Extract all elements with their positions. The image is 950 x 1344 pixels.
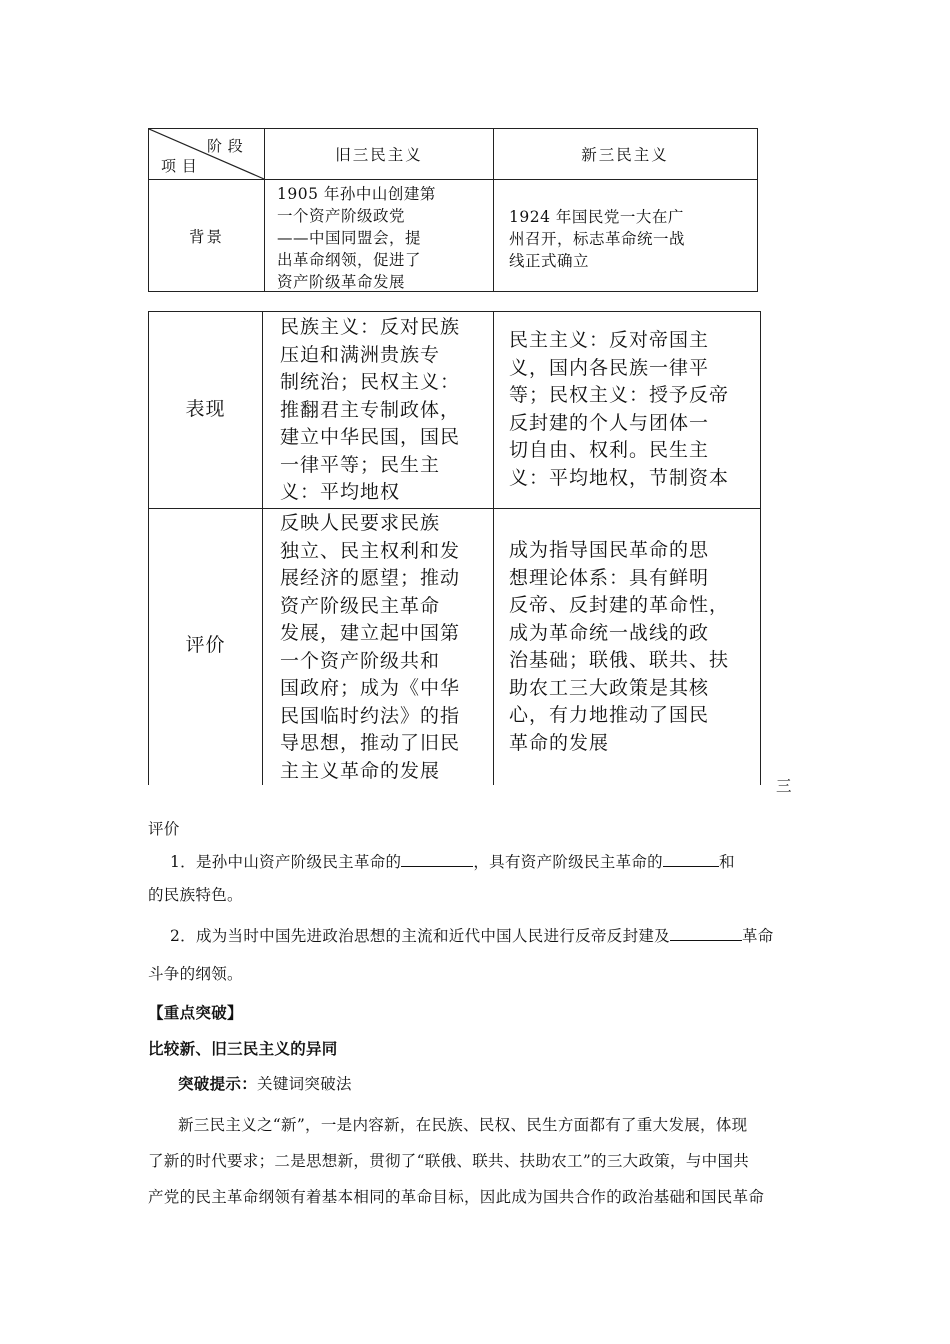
section-number: 三 (776, 777, 792, 795)
section-title: 评价 (148, 820, 180, 838)
answer-blank[interactable] (670, 925, 742, 941)
evaluation-new-text: 成为指导国民革命的思 想理论体系：具有鲜明 反帝、反封建的革命性， 成为革命统一战线的政 治基础；联俄、联共、扶 助农工三大政策是其核 心，有力地推动了国民 革命的发展 (509, 539, 730, 754)
question-2-line2: 斗争的纲领。 (148, 965, 243, 983)
row-label-background: 背景 (188, 228, 224, 246)
performance-old-text: 民族主义：反对民族 压迫和满洲贵族专 制统治；民权主义： 推翻君主专制政体， 建立中华民国，国民 一律平等；民生主 义：平均地权 (280, 316, 461, 503)
evaluation-old-text: 反映人民要求民族 独立、民主权利和发 展经济的愿望；推动 资产阶级民主革命 发展，建立起中国第 一个资产阶级共和 国政府；成为《中华 民国临时约法》的指 导思想，推动了旧民 主主义革命的发展 (280, 512, 461, 782)
row-label-performance: 表现 (185, 398, 226, 420)
key-points-heading: 【重点突破】 (148, 1004, 243, 1022)
question-1-line2: 的民族特色。 (148, 886, 243, 904)
comparison-heading: 比较新、旧三民主义的异同 (148, 1040, 338, 1058)
explanation-paragraph: 新三民主义之“新”，一是内容新，在民族、民权、民生方面都有了重大发展，体现 了新的时代要求；二是思想新，贯彻了“联俄、联共、扶助农工”的三大政策，与中国共 产党的民主革命纲领有着基本相同的革命目标，因此成为国共合作的政治基础和国民革命 (148, 1116, 765, 1206)
tip-line: 突破提示：关键词突破法 (178, 1075, 352, 1093)
comparison-table-top (148, 128, 758, 292)
question-1: 1．是孙中山资产阶级民主革命的 ，具有资产阶级民主革命的 和 (170, 853, 735, 871)
background-old-text: 1905 年孙中山创建第 一个资产阶级政党 ——中国同盟会，提 出革命纲领，促进了 资产阶级革命发展 (277, 185, 436, 291)
comparison-table-bottom (148, 311, 761, 785)
performance-new-text: 民主主义：反对帝国主 义，国内各民族一律平 等；民权主义：授予反帝 反封建的个人与团体一 切自由、权利。民生主 义：平均地权，节制资本 (509, 329, 730, 489)
answer-blank[interactable] (401, 851, 473, 867)
header-stage-label: 阶 段 (207, 137, 244, 155)
background-new-text: 1924 年国民党一大在广 州召开，标志革命统一战 线正式确立 (509, 208, 686, 270)
answer-blank[interactable] (663, 851, 719, 867)
header-item-label: 项 目 (161, 157, 198, 175)
question-2: 2．成为当时中国先进政治思想的主流和近代中国人民进行反帝反封建及 革命 (170, 927, 774, 945)
row-label-evaluation: 评价 (185, 634, 226, 656)
header-new-three-principles: 新三民主义 (581, 146, 669, 164)
header-old-three-principles: 旧三民主义 (335, 146, 423, 164)
